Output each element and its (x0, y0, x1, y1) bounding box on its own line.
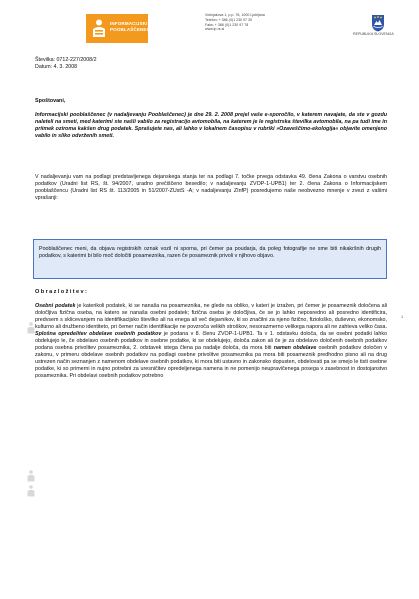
greeting: Spoštovani, (35, 98, 66, 104)
page-number: 1 (401, 315, 404, 319)
logo-wordmark (110, 21, 150, 33)
document-number: Številka: 0712-227/2008/2 (35, 57, 97, 63)
logo-line-2: POOBLAŠČENEC (110, 27, 150, 32)
ip-logo (86, 14, 148, 43)
term-splosna-opredelitev: Splošna opredelitev obdelave osebnih podatkov (35, 331, 162, 338)
legal-basis-paragraph: V nadaljevanju vam na podlagi predstavljenega dejanskega stanja ter na podlagi 7. točke prvega odstavka 49. člena Zakona o varstvu osebnih podatkov (Uradni list RS, št. 94/2007, uradno prečiščeno besedilo; v nadaljevanju ZVOP-1-UPB1) ter 2. člena Zakona o Informacijskem pooblaščencu (Uradni list RS št. 113/2005 in 51/2007-ZUstS -A; v nadaljevanju ZInfP) posredujemo naše neobvezno mnenje v zvezi z vašimi vprašanji: (35, 174, 387, 202)
person-watermark-icon (27, 470, 35, 482)
summary-text: Pooblaščenec meni, da objava registrskih oznak vozil ni sporna, pri čemer pa poudarja, da poleg fotografije ne sme biti nikakršnih drugih podatkov, s katerimi bi bilo moč določiti posameznika, razen če posameznik privoli v njihovo objavo. (39, 246, 381, 260)
section-heading: Obrazložitev: (35, 289, 89, 295)
crest-caption: REPUBLIKA SLOVENIJA (353, 32, 394, 36)
person-logo-icon (92, 19, 106, 38)
address-line: Faks: + 386 (0)1 230 97 78 (205, 22, 249, 27)
address-line: www.ip-rs.si (205, 27, 225, 32)
body-text: osebnih podatkov določen v zakonu, v primeru obdelave osebnih podatkov na podlagi osebne privolitve posameznika pa mora biti posameznik predhodno pisno ali na drug ustrezen način seznanjen z namenom obdelave osebnih podatkov, ki mora biti ustavno in zakonsko dopusten, obdelovati pa se smejo le tisti osebne podatke, ki so primerni in nujno potrebni za uresničitev opredeljenega namena in ne pomenijo neupravičenega posega v zasebnost in dostojanstvo posameznika. Pri obdelavi osebnih podatkov potrebno (35, 345, 387, 380)
term-osebni-podatek: Osebni podatek (35, 303, 76, 309)
contact-address (205, 13, 265, 32)
person-watermark-icon (27, 322, 35, 334)
intro-paragraph: Informacijski pooblaščenec (v nadaljevanju Pooblaščenec) je dne 29. 2. 2008 prejel vaše e-sporočilo, v katerem navajate, da ste v gozdu naleteli na smeti, med katerimi ste našli vabilo za registracijo avtomobila, na katerem je le registrska številka avtomobila, na pa tudi ime in priimek oziroma kakšen drug podatek. Sprašujete nas, ali lahko v lokalnem časopisu v rubriki »Ozaveščimo-ekologija« objavite omenjeno vabilo in sliko odvrženih smeti. (35, 112, 387, 140)
document-date: Datum: 4. 3. 2008 (35, 64, 78, 70)
term-namen-obdelave: namen obdelave (273, 345, 317, 352)
body-text: je katerikoli podatek, ki se nanaša na posameznika, ne glede na obliko, v kateri je izražen, pri čemer je posameznik določena ali določljiva fizična oseba, na katero se nanaša osebni podatek; fizična oseba je določljiva, če se jo lahko neposredno ali posredno identificira, predvsem s sklicevanjem na identifikacijsko številko ali na enega ali več dejavnikov, ki so značilni za njeno fizično, fiziološko, duševno, ekonomsko, kulturno ali družbeno identiteto, pri čemer način identifikacije ne povzroča velikih stroškov, nesorazmerno velikega napora ali ne zahteva veliko časa. (35, 303, 387, 331)
person-watermark-icon (27, 485, 35, 497)
explanation-paragraph (35, 303, 387, 381)
address-line: Vošnjakova 1, p.p. 78, 1000 Ljubljana (205, 13, 265, 17)
address-line: Telefon: + 386 (0)1 230 97 30 (205, 17, 253, 22)
summary-box (33, 239, 387, 279)
body-text: je podana v 8. členu ZVOP-1-UPB1. Ta v 1. odstavku določa, da se osebni podatki lahko obdelujejo le, če obdelavo osebnih podatkov in osebne podatke, ki se obdelujejo, določa zakon ali če je za obdelavo določenih osebnih podatkov podana osebna privolitev posameznika, 2. odstavek istega člena pa nadalje določa, da mora biti (35, 331, 388, 352)
coat-of-arms-icon (371, 14, 385, 32)
logo-line-1: INFORMACIJSKI (110, 21, 148, 26)
